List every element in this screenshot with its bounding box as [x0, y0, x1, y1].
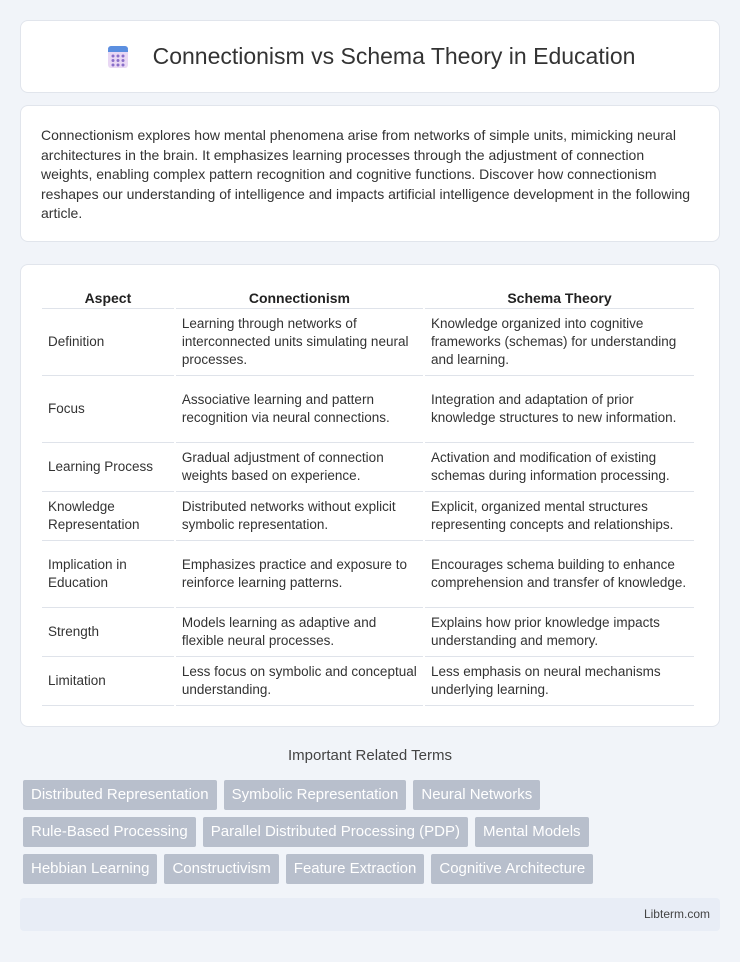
header-aspect: Aspect — [42, 285, 174, 309]
tag-cognitive-architecture[interactable]: Cognitive Architecture — [431, 854, 593, 884]
row-schema-theory: Integration and adaptation of prior knowledge structures to new information. — [425, 376, 694, 443]
row-aspect: Implication in Education — [42, 541, 174, 608]
row-schema-theory: Explicit, organized mental structures representing concepts and relationships. — [425, 492, 694, 541]
title-card — [20, 20, 720, 93]
comparison-table — [40, 285, 696, 706]
footer-brand-link[interactable]: Libterm.com — [643, 907, 710, 921]
header-connectionism: Connectionism — [176, 285, 423, 309]
table-row — [42, 376, 694, 443]
tag-parallel-distributed-processing[interactable]: Parallel Distributed Processing (PDP) — [203, 817, 468, 847]
row-connectionism: Distributed networks without explicit symbolic representation. — [176, 492, 423, 541]
tag-mental-models[interactable]: Mental Models — [475, 817, 589, 847]
footer — [20, 898, 720, 931]
table-header-row — [42, 285, 694, 309]
calculator-icon — [105, 44, 131, 70]
table-row — [42, 541, 694, 608]
row-connectionism: Gradual adjustment of connection weights based on experience. — [176, 443, 423, 492]
page-title: Connectionism vs Schema Theory in Education — [152, 43, 636, 69]
row-aspect: Focus — [42, 376, 174, 443]
row-aspect: Learning Process — [42, 443, 174, 492]
intro-card — [20, 105, 720, 242]
tag-constructivism[interactable]: Constructivism — [164, 854, 278, 884]
row-schema-theory: Less emphasis on neural mechanisms underlying learning. — [425, 657, 694, 706]
table-row — [42, 608, 694, 657]
row-connectionism: Models learning as adaptive and flexible neural processes. — [176, 608, 423, 657]
row-schema-theory: Knowledge organized into cognitive frameworks (schemas) for understanding and learning. — [425, 309, 694, 376]
table-row — [42, 657, 694, 706]
table-row — [42, 492, 694, 541]
row-connectionism: Emphasizes practice and exposure to reinforce learning patterns. — [176, 541, 423, 608]
row-aspect: Limitation — [42, 657, 174, 706]
header-schema-theory: Schema Theory — [425, 285, 694, 309]
tag-neural-networks[interactable]: Neural Networks — [413, 780, 540, 810]
tag-row — [23, 817, 723, 847]
row-schema-theory: Encourages schema building to enhance comprehension and transfer of knowledge. — [425, 541, 694, 608]
comparison-card — [20, 264, 720, 727]
row-connectionism: Learning through networks of interconnected units simulating neural processes. — [176, 309, 423, 376]
row-schema-theory: Activation and modification of existing schemas during information processing. — [425, 443, 694, 492]
related-terms-list — [23, 780, 723, 891]
row-aspect: Strength — [42, 608, 174, 657]
tag-distributed-representation[interactable]: Distributed Representation — [23, 780, 217, 810]
table-row — [42, 443, 694, 492]
row-aspect: Knowledge Representation — [42, 492, 174, 541]
row-connectionism: Associative learning and pattern recognition via neural connections. — [176, 376, 423, 443]
related-terms-title: Important Related Terms — [288, 747, 452, 764]
tag-row — [23, 780, 723, 810]
row-connectionism: Less focus on symbolic and conceptual understanding. — [176, 657, 423, 706]
table-row — [42, 309, 694, 376]
row-aspect: Definition — [42, 309, 174, 376]
tag-feature-extraction[interactable]: Feature Extraction — [286, 854, 425, 884]
tag-rule-based-processing[interactable]: Rule-Based Processing — [23, 817, 196, 847]
intro-text: Connectionism explores how mental phenomena arise from networks of simple units, mimicking neural architectures in the brain. It emphasizes learning processes through the adjustment of connection weights, enabling complex pattern recognition and cognitive functions. Discover how connectionism reshapes our understanding of intelligence and impacts artificial intelligence development in the following article. — [41, 127, 691, 221]
row-schema-theory: Explains how prior knowledge impacts understanding and memory. — [425, 608, 694, 657]
tag-hebbian-learning[interactable]: Hebbian Learning — [23, 854, 157, 884]
tag-row — [23, 854, 723, 884]
tag-symbolic-representation[interactable]: Symbolic Representation — [224, 780, 407, 810]
